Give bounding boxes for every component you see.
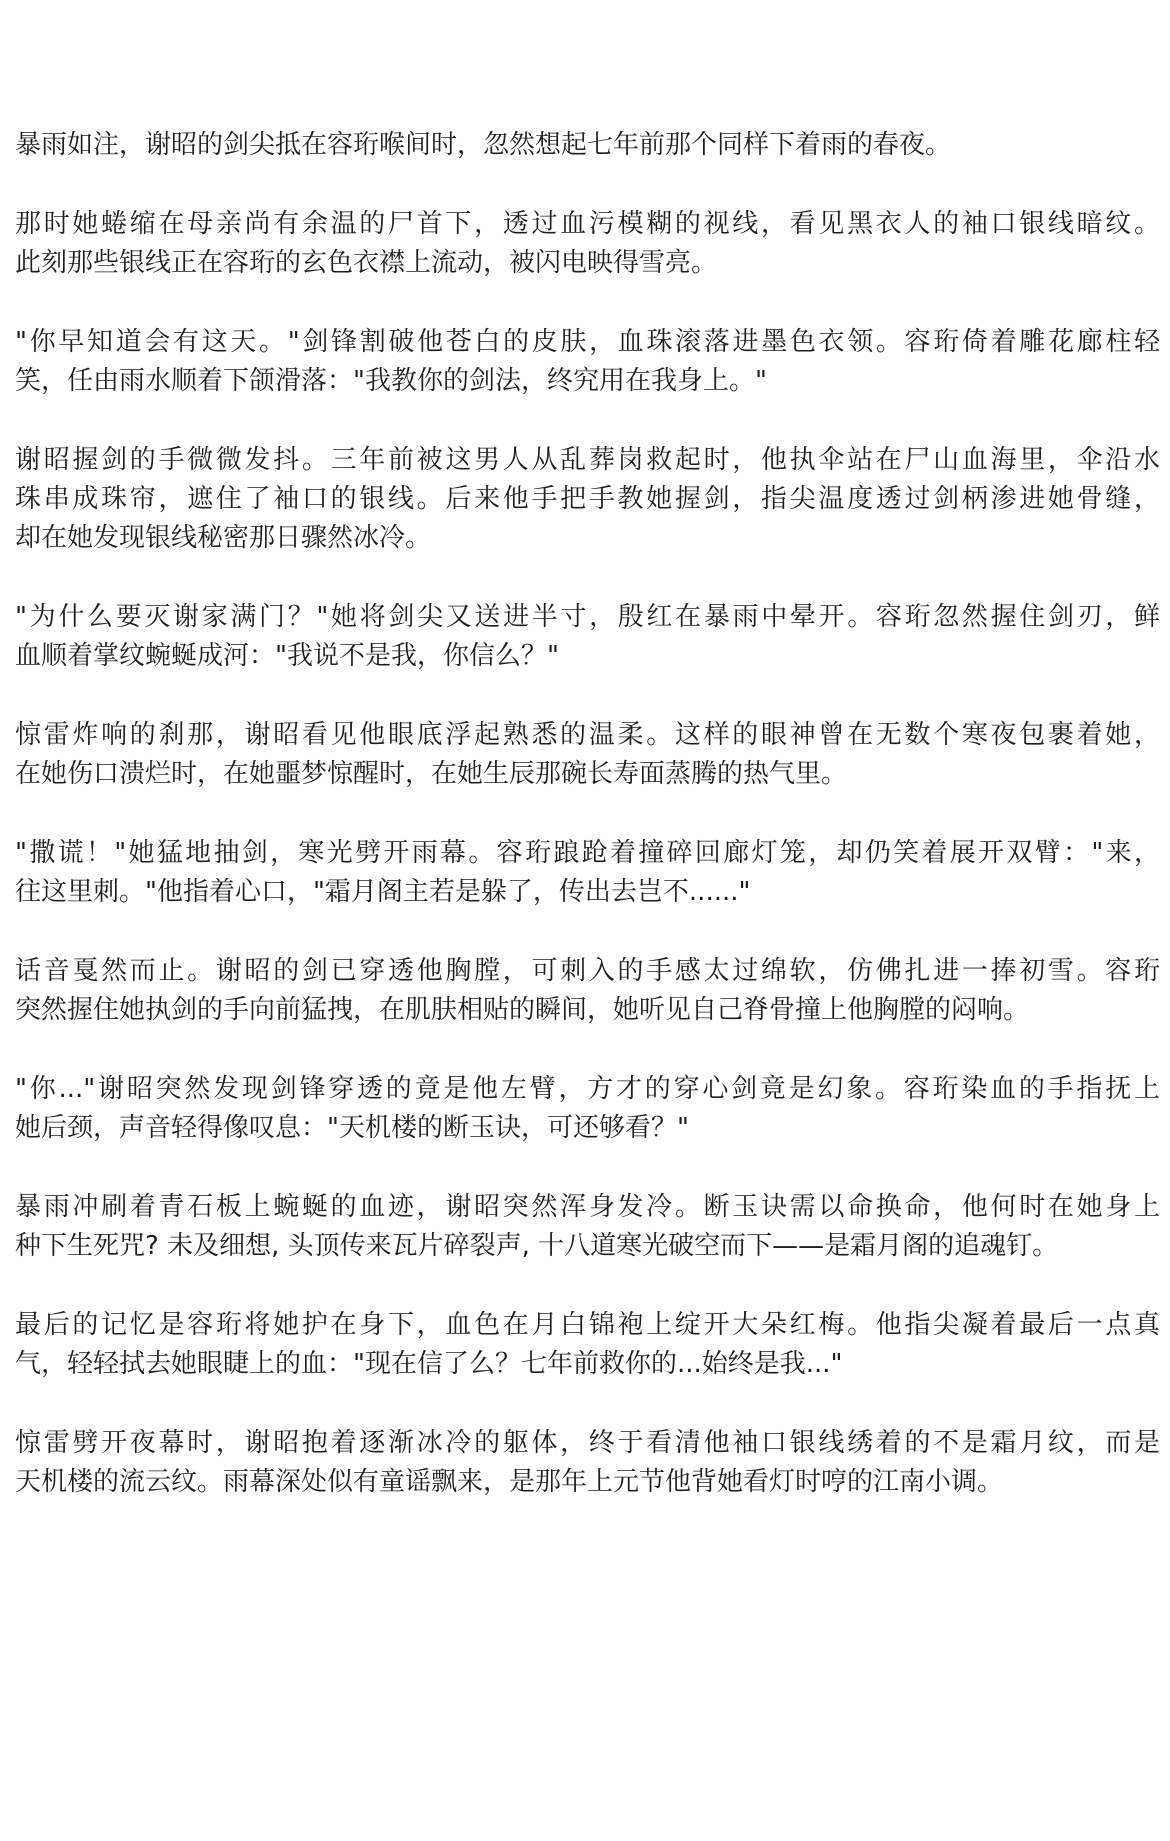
text-line: 天机楼的流云纹。雨幕深处似有童谣飘来，是那年上元节他背她看灯时哼的江南小调。 (15, 1467, 1004, 1497)
text-line: 她后颈，声音轻得像叹息："天机楼的断玉诀，可还够看？" (15, 1113, 689, 1143)
text-line: 那时她蜷缩在母亲尚有余温的尸首下，透过血污模糊的视线，看见黑衣人的袖口银线暗纹。 (15, 209, 1160, 239)
paragraph (15, 323, 1160, 401)
text-line: 惊雷劈开夜幕时，谢昭抱着逐渐冰冷的躯体，终于看清他袖口银线绣着的不是霜月纹，而是 (15, 1428, 1160, 1458)
paragraph (15, 716, 1160, 794)
text-line: "为什么要灭谢家满门？"她将剑尖又送进半寸，殷红在暴雨中晕开。容珩忽然握住剑刃，鲜 (15, 602, 1160, 632)
text-line: 珠串成珠帘，遮住了袖口的银线。后来他手把手教她握剑，指尖温度透过剑柄渗进她骨缝， (15, 484, 1160, 514)
text-line: 此刻那些银线正在容珩的玄色衣襟上流动，被闪电映得雪亮。 (15, 248, 718, 278)
text-line: 暴雨如注，谢昭的剑尖抵在容珩喉间时，忽然想起七年前那个同样下着雨的春夜。 (15, 130, 952, 160)
text-line: 暴雨冲刷着青石板上蜿蜒的血迹，谢昭突然浑身发冷。断玉诀需以命换命，他何时在她身上 (15, 1192, 1160, 1222)
text-line: "你..."谢昭突然发现剑锋穿透的竟是他左臂，方才的穿心剑竟是幻象。容珩染血的手指抚上 (15, 1074, 1160, 1104)
text-line: 气，轻轻拭去她眼睫上的血："现在信了么？七年前救你的...始终是我..." (15, 1349, 843, 1379)
paragraph (15, 834, 1160, 912)
text-line: 最后的记忆是容珩将她护在身下，血色在月白锦袍上绽开大朵红梅。他指尖凝着最后一点真 (15, 1310, 1160, 1340)
paragraph (15, 205, 1160, 283)
paragraph (15, 598, 1160, 676)
paragraph (15, 1070, 1160, 1148)
text-line: 血顺着掌纹蜿蜒成河："我说不是我，你信么？" (15, 641, 559, 671)
paragraph (15, 1424, 1160, 1502)
text-line: "你早知道会有这天。"剑锋割破他苍白的皮肤，血珠滚落进墨色衣领。容珩倚着雕花廊柱轻 (15, 327, 1160, 357)
text-line: 话音戛然而止。谢昭的剑已穿透他胸膛，可刺入的手感太过绵软，仿佛扎进一捧初雪。容珩 (15, 956, 1160, 986)
text-line: 却在她发现银线秘密那日骤然冰冷。 (15, 523, 432, 553)
story-text (15, 126, 1160, 1542)
text-line: 往这里刺。"他指着心口，"霜月阁主若是躲了，传出去岂不......" (15, 877, 751, 907)
text-line: "撒谎！"她猛地抽剑，寒光劈开雨幕。容珩踉跄着撞碎回廊灯笼，却仍笑着展开双臂："来， (15, 838, 1160, 868)
paragraph (15, 441, 1160, 558)
text-line: 在她伤口溃烂时，在她噩梦惊醒时，在她生辰那碗长寿面蒸腾的热气里。 (15, 759, 848, 789)
paragraph (15, 1188, 1160, 1266)
text-line: 笑，任由雨水顺着下颌滑落："我教你的剑法，终究用在我身上。" (15, 366, 767, 396)
text-line: 惊雷炸响的刹那，谢昭看见他眼底浮起熟悉的温柔。这样的眼神曾在无数个寒夜包裹着她， (15, 720, 1160, 750)
text-line: 种下生死咒? 未及细想, 头顶传来瓦片碎裂声, 十八道寒光破空而下——是霜月阁的追魂钉。 (15, 1231, 1059, 1261)
text-line: 突然握住她执剑的手向前猛拽，在肌肤相贴的瞬间，她听见自己脊骨撞上他胸膛的闷响。 (15, 995, 1030, 1025)
paragraph (15, 952, 1160, 1030)
text-line: 谢昭握剑的手微微发抖。三年前被这男人从乱葬岗救起时，他执伞站在尸山血海里，伞沿水 (15, 445, 1160, 475)
paragraph (15, 1306, 1160, 1384)
paragraph (15, 126, 1160, 165)
